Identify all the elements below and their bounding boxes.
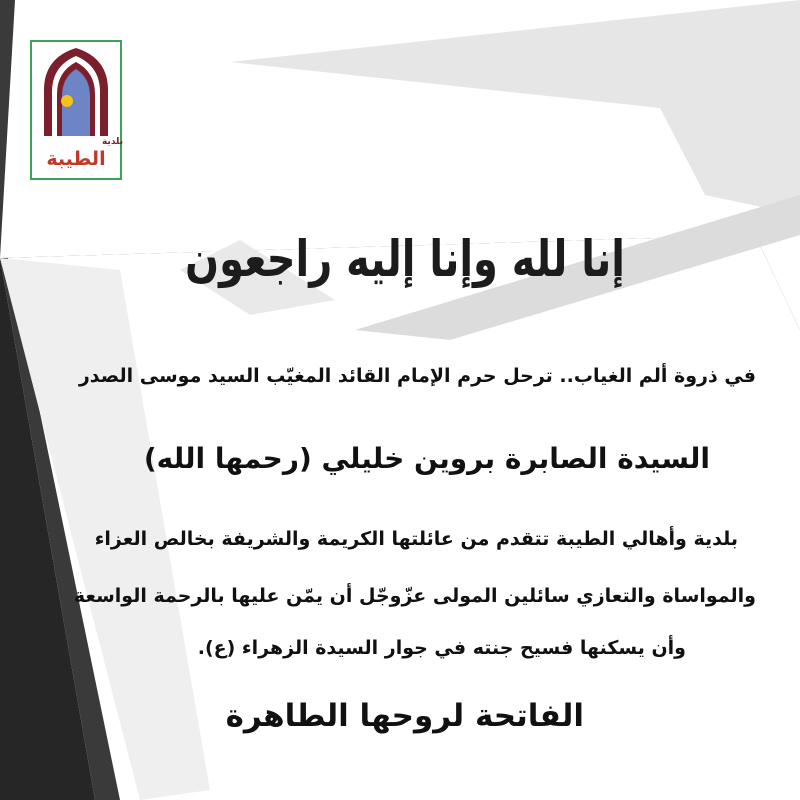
logo-small-text: بلدية: [102, 137, 124, 147]
logo-emblem: [30, 40, 122, 180]
body-line-2: والمواساة والتعازي سائلين المولى عزّوجّل أن يمّن عليها بالرحمة الواسعة: [73, 585, 756, 607]
closing-prayer: الفاتحة لروحها الطاهرة: [225, 698, 584, 734]
municipality-logo: [30, 40, 122, 180]
body-line-1: بلدية وأهالي الطيبة تتقدم من عائلتها الكريمة والشريفة بخالص العزاء: [94, 528, 738, 550]
sun-icon: [61, 95, 73, 107]
notice-intro: في ذروة ألم الغياب.. ترحل حرم الإمام القائد المغيّب السيد موسى الصدر: [78, 365, 756, 387]
body-line-3: وأن يسكنها فسيح جنته في جوار السيدة الزهراء (ع).: [197, 637, 686, 659]
logo-big-text: الطيبة: [46, 148, 106, 170]
calligraphy-text: إنا لله وإنا إليه راجعون: [185, 230, 736, 288]
quran-verse-calligraphy: [170, 178, 736, 328]
deceased-name: السيدة الصابرة بروين خليلي (رحمها الله): [143, 442, 710, 475]
